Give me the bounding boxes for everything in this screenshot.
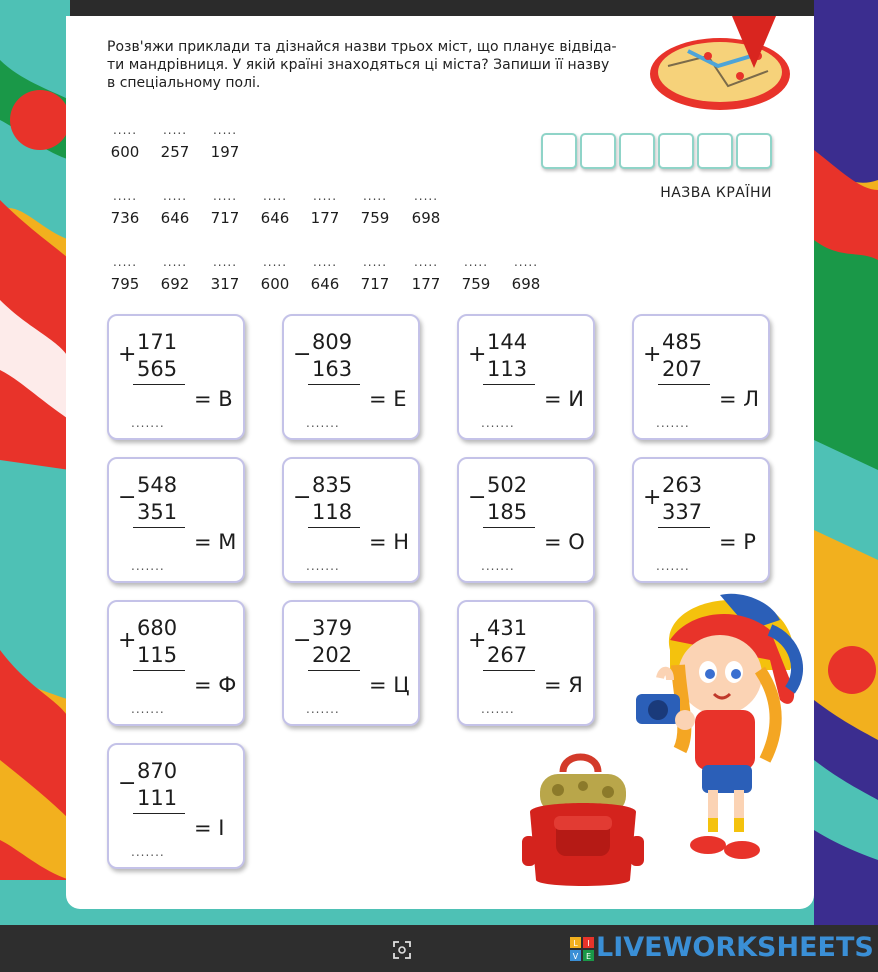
code-cell[interactable]: ..... 795 [110,255,140,293]
math-card [457,314,595,440]
operation-sign: + [643,342,662,367]
backpack-illustration [518,752,648,892]
country-name-label: НАЗВА КРАЇНИ [660,185,772,201]
code-cell[interactable]: ..... 197 [210,123,240,161]
result-letter: = Н [369,530,410,554]
sum-line [308,670,360,671]
math-card [632,314,770,440]
first-number: 870 [137,759,178,783]
second-number: 185 [487,500,528,524]
answer-field[interactable]: ....... [131,702,165,716]
code-cell[interactable]: ..... 698 [511,255,541,293]
result-letter: = М [194,530,237,554]
code-cell[interactable]: ..... 759 [461,255,491,293]
sum-line [483,527,535,528]
second-number: 267 [487,643,528,667]
country-letter-input[interactable] [736,133,772,169]
svg-text:I: I [587,939,590,948]
math-card [107,457,245,583]
sum-line [133,527,185,528]
operation-sign: + [643,485,662,510]
second-number: 351 [137,500,178,524]
second-number: 111 [137,786,178,810]
math-card [107,743,245,869]
country-letter-input[interactable] [697,133,733,169]
result-letter: = Р [719,530,756,554]
operation-sign: + [468,628,487,653]
result-letter: = І [194,816,225,840]
second-number: 202 [312,643,353,667]
math-card [107,600,245,726]
sum-line [133,384,185,385]
result-letter: = В [194,387,233,411]
result-letter: = Л [719,387,760,411]
country-letter-input[interactable] [658,133,694,169]
code-cell[interactable]: ..... 600 [110,123,140,161]
answer-field[interactable]: ....... [481,416,515,430]
code-cell[interactable]: ..... 257 [160,123,190,161]
instructions-line: в спеціальному полі. [107,75,261,91]
girl-with-camera-illustration [630,590,810,880]
operation-sign: − [293,342,312,367]
code-cell[interactable]: ..... 646 [260,189,290,227]
answer-field[interactable]: ....... [131,845,165,859]
math-card [282,314,420,440]
second-number: 163 [312,357,353,381]
result-letter: = Ц [369,673,410,697]
code-cell[interactable]: ..... 717 [360,255,390,293]
code-cell[interactable]: ..... 717 [210,189,240,227]
svg-text:V: V [572,952,579,961]
operation-sign: − [118,485,137,510]
answer-field[interactable]: ....... [131,559,165,573]
sum-line [133,670,185,671]
first-number: 144 [487,330,528,354]
result-letter: = Е [369,387,407,411]
code-cell[interactable]: ..... 177 [411,255,441,293]
liveworksheets-badge-icon [570,937,594,961]
answer-field[interactable]: ....... [481,559,515,573]
first-number: 548 [137,473,178,497]
svg-text:E: E [585,952,592,961]
operation-sign: + [118,628,137,653]
result-letter: = Я [544,673,583,697]
result-letter: = Ф [194,673,237,697]
second-number: 337 [662,500,703,524]
math-card [457,600,595,726]
answer-field[interactable]: ....... [656,559,690,573]
second-number: 118 [312,500,353,524]
first-number: 485 [662,330,703,354]
instructions [107,38,627,92]
sum-line [658,384,710,385]
first-number: 431 [487,616,528,640]
code-cell[interactable]: ..... 600 [260,255,290,293]
answer-field[interactable]: ....... [131,416,165,430]
second-number: 565 [137,357,178,381]
sum-line [658,527,710,528]
second-number: 115 [137,643,178,667]
second-number: 113 [487,357,528,381]
sum-line [308,527,360,528]
operation-sign: − [118,771,137,796]
first-number: 835 [312,473,353,497]
sum-line [133,813,185,814]
operation-sign: − [293,485,312,510]
answer-field[interactable]: ....... [656,416,690,430]
first-number: 171 [137,330,178,354]
math-card [632,457,770,583]
first-number: 263 [662,473,703,497]
sum-line [483,384,535,385]
result-letter: = И [544,387,584,411]
math-card [107,314,245,440]
math-card [282,600,420,726]
country-letter-input[interactable] [541,133,577,169]
result-letter: = О [544,530,585,554]
instructions-line: Розв'яжи приклади та дізнайся назви трьох міст, що планує відвіда- [107,39,617,55]
operation-sign: − [468,485,487,510]
first-number: 680 [137,616,178,640]
instructions-line: ти мандрівниця. У якій країні знаходяться ці міста? Запиши її назву [107,57,610,73]
country-letter-input[interactable] [580,133,616,169]
math-card [457,457,595,583]
svg-text:L: L [573,939,578,948]
code-cell[interactable]: ..... 736 [110,189,140,227]
operation-sign: + [118,342,137,367]
math-card [282,457,420,583]
code-cell[interactable]: ..... 692 [160,255,190,293]
first-number: 379 [312,616,353,640]
operation-sign: − [293,628,312,653]
code-cell[interactable]: ..... 698 [411,189,441,227]
operation-sign: + [468,342,487,367]
answer-field[interactable]: ....... [306,559,340,573]
code-cell[interactable]: ..... 759 [360,189,390,227]
code-cell[interactable]: ..... 177 [310,189,340,227]
liveworksheets-text: LIVEWORKSHEETS [596,932,874,963]
code-cell[interactable]: ..... 317 [210,255,240,293]
map-pin-illustration [648,16,798,116]
first-number: 809 [312,330,353,354]
answer-field[interactable]: ....... [306,416,340,430]
code-cell[interactable]: ..... 646 [310,255,340,293]
code-cell[interactable]: ..... 646 [160,189,190,227]
answer-field[interactable]: ....... [481,702,515,716]
country-letter-input[interactable] [619,133,655,169]
first-number: 502 [487,473,528,497]
sum-line [483,670,535,671]
scan-icon[interactable] [393,941,411,959]
sum-line [308,384,360,385]
answer-field[interactable]: ....... [306,702,340,716]
second-number: 207 [662,357,703,381]
